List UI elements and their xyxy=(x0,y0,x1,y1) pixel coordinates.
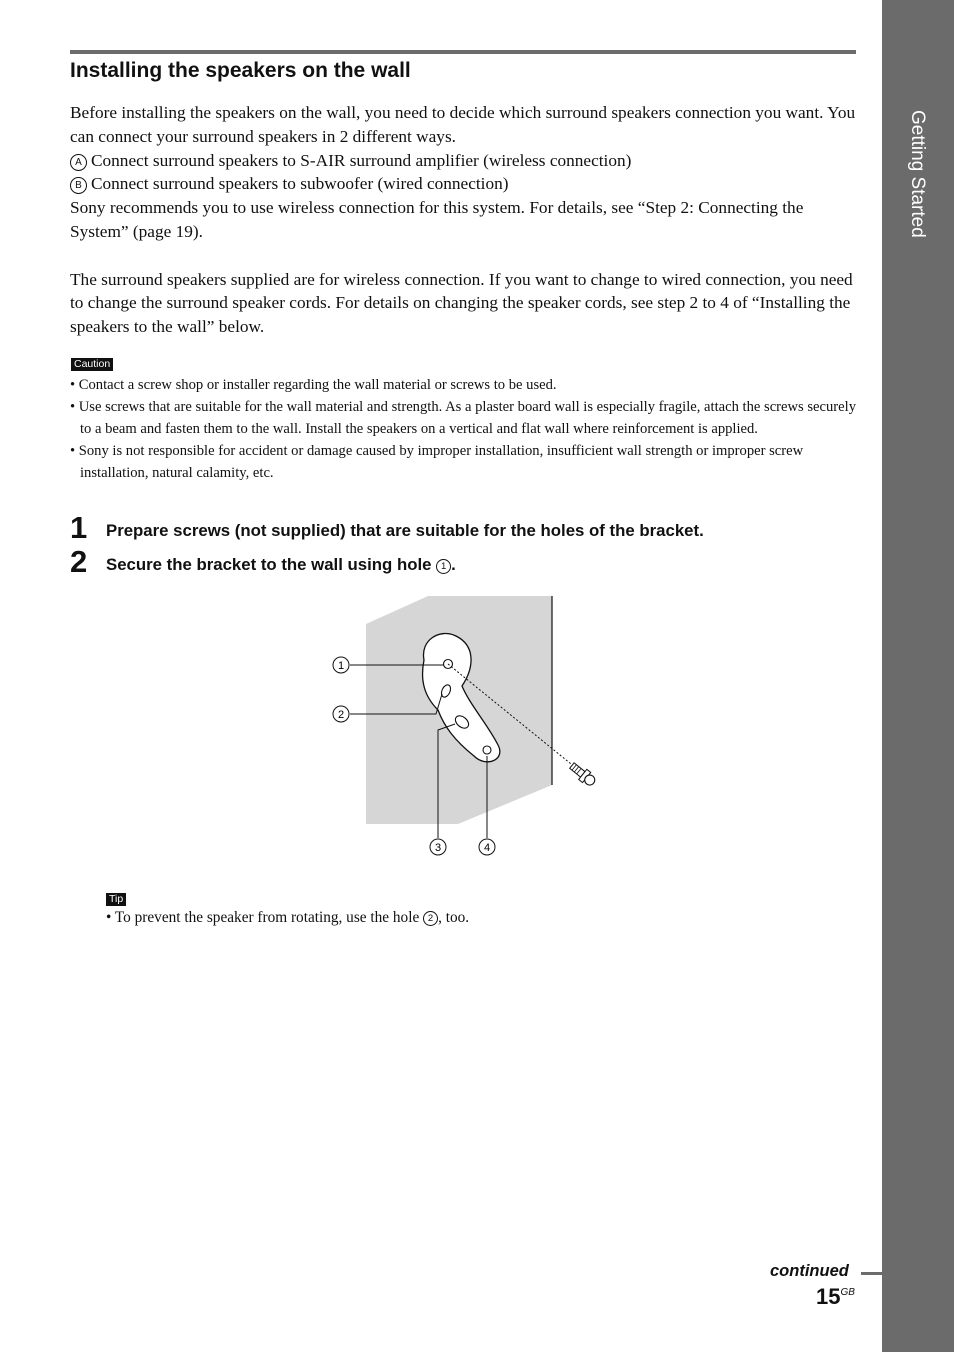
option-b-text: Connect surround speakers to subwoofer (wired connection) xyxy=(91,174,509,194)
callout-1-label: 1 xyxy=(337,660,345,672)
bracket-diagram xyxy=(320,590,620,870)
step-1-number: 1 xyxy=(70,510,88,545)
caution-item: • Sony is not responsible for accident or damage caused by improper installation, insufficient wall strength or improper screw installation, natural calamity, etc. xyxy=(70,440,860,484)
hole-4 xyxy=(483,746,491,754)
hole-2-ref: 2 xyxy=(423,911,438,926)
recommendation-paragraph: Sony recommends you to use wireless connection for this system. For details, see “Step 2: Connecting the System” (page 19). xyxy=(70,198,804,241)
option-b xyxy=(70,172,860,196)
option-a xyxy=(70,149,860,173)
option-a-marker: A xyxy=(70,154,87,171)
step-2-instruction: Secure the bracket to the wall using hole xyxy=(106,555,437,574)
step-2-text xyxy=(106,555,456,575)
continued-label: continued xyxy=(770,1262,849,1280)
section-rule xyxy=(70,50,856,54)
section-heading: Installing the speakers on the wall xyxy=(70,59,411,82)
tip-text-before: To prevent the speaker from rotating, use the hole xyxy=(114,909,424,926)
intro-text xyxy=(70,101,860,339)
hole-1-ref: 1 xyxy=(436,559,451,574)
tip-label: Tip xyxy=(106,893,126,906)
caution-item: • Use screws that are suitable for the wall material and strength. As a plaster board wall is especially fragile, attach the screws securely to a beam and fasten them to the wall. Install the speakers on a vertical and flat wall where reinforcement is applied. xyxy=(70,396,860,440)
tip-text-after: , too. xyxy=(438,909,470,926)
screw xyxy=(568,760,598,788)
page-number-value: 15 xyxy=(816,1284,841,1309)
step-1-text: Prepare screws (not supplied) that are suitable for the holes of the bracket. xyxy=(106,521,704,540)
side-tab-label: Getting Started xyxy=(907,110,928,238)
continued-rule xyxy=(861,1272,882,1275)
page-number-suffix: GB xyxy=(840,1287,855,1298)
caution-label: Caution xyxy=(71,358,113,371)
step-2-end: . xyxy=(451,555,456,574)
caution-list xyxy=(70,374,860,484)
step-2-number: 2 xyxy=(70,544,88,579)
page-number xyxy=(816,1284,855,1310)
tip-text: • To prevent the speaker from rotating, use the hole 2 , too. xyxy=(106,909,470,926)
callout-4-label: 4 xyxy=(483,842,491,854)
wired-change-paragraph: The surround speakers supplied are for wireless connection. If you want to change to wired connection, you need to change the surround speaker cords. For details on changing the speaker cords, see step 2 to 4 of “Installing the speakers to the wall” below. xyxy=(70,269,853,337)
option-b-marker: B xyxy=(70,177,87,194)
callout-3-label: 3 xyxy=(434,842,442,854)
caution-item: • Contact a screw shop or installer regarding the wall material or screws to be used. xyxy=(70,374,860,396)
intro-paragraph: Before installing the speakers on the wall, you need to decide which surround speakers connection you want. You can connect your surround speakers in 2 different ways. xyxy=(70,103,856,146)
option-a-text: Connect surround speakers to S-AIR surround amplifier (wireless connection) xyxy=(91,150,632,170)
callout-2-label: 2 xyxy=(337,709,345,721)
